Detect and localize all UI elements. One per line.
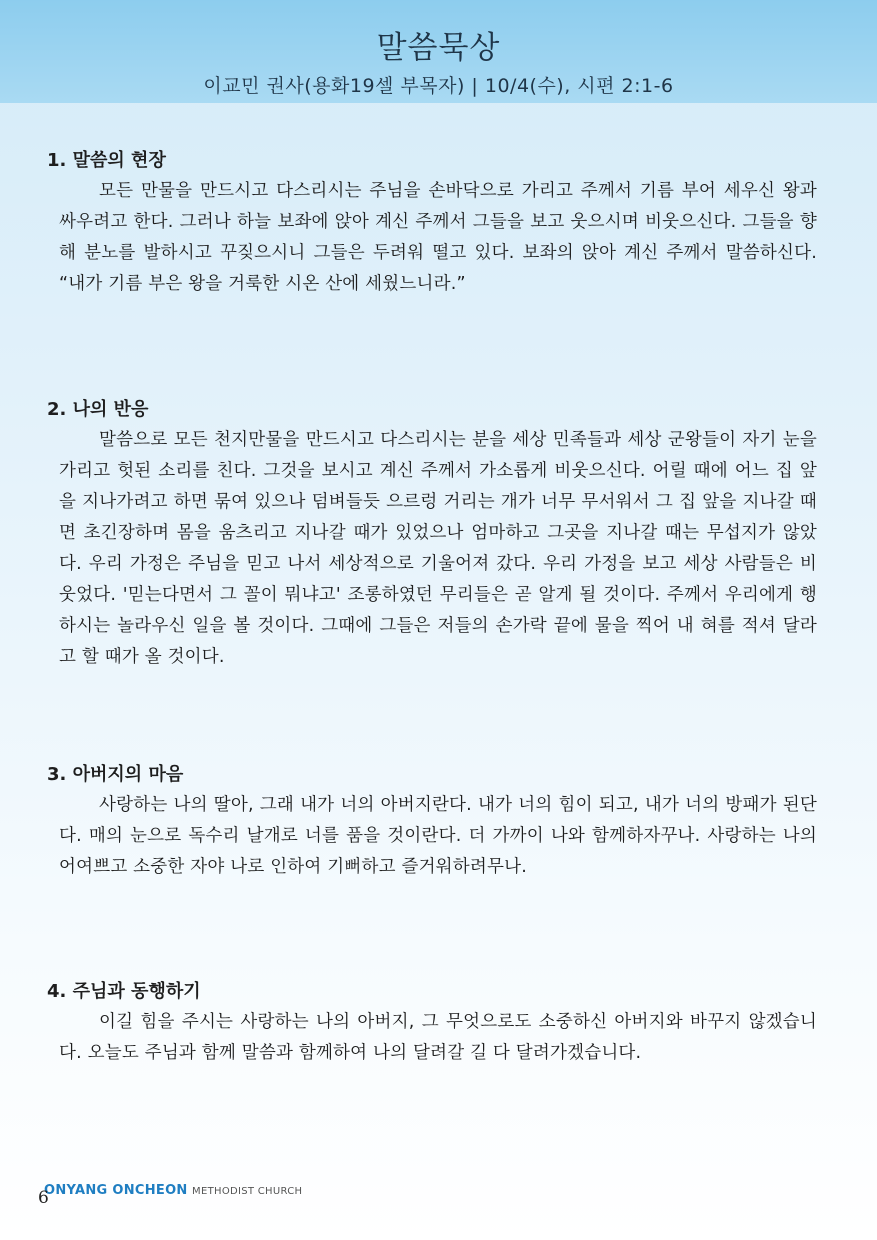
section-title: 3. 아버지의 마음 bbox=[47, 764, 184, 785]
church-brand-name: ONYANG ONCHEON bbox=[44, 1183, 188, 1198]
page-title: 말씀묵상 bbox=[376, 30, 501, 66]
church-brand bbox=[44, 1183, 302, 1198]
section-title: 1. 말씀의 현장 bbox=[47, 150, 166, 171]
section-title: 2. 나의 반응 bbox=[47, 399, 149, 420]
section-1 bbox=[47, 146, 817, 300]
section-body: 사랑하는 나의 딸아, 그래 내가 너의 아버지란다. 내가 너의 힘이 되고, 내가 너의 방패가 된단다. 매의 눈으로 독수리 날개로 너를 품을 것이란다. 더 가까이 나와 함께하자꾸나. 사랑하는 나의 어여쁘고 소중한 자야 나로 인하여 기뻐하고 즐거워하려무나. bbox=[59, 795, 817, 877]
section-3 bbox=[47, 760, 817, 883]
section-title: 4. 주님과 동행하기 bbox=[47, 981, 201, 1002]
section-body: 모든 만물을 만드시고 다스리시는 주님을 손바닥으로 가리고 주께서 기름 부어 세우신 왕과 싸우려고 한다. 그러나 하늘 보좌에 앉아 계신 주께서 그들을 보고 웃으시며 비웃으신다. 그들을 향해 분노를 발하시고 꾸짖으시니 그들은 두려워 떨고 있다. 보좌의 앉아 계신 주께서 말씀하신다. “내가 기름 부은 왕을 거룩한 시온 산에 세웠느니라.” bbox=[59, 181, 817, 294]
section-body: 말씀으로 모든 천지만물을 만드시고 다스리시는 분을 세상 민족들과 세상 군왕들이 자기 눈을 가리고 헛된 소리를 친다. 그것을 보시고 계신 주께서 가소롭게 비웃으신다. 어릴 때에 어느 집 앞을 지나가려고 하면 묶여 있으나 덤벼들듯 으르렁 거리는 개가 너무 무서워서 그 집 앞을 지나갈 때면 초긴장하며 몸을 움츠리고 지나갈 때가 있었으나 엄마하고 그곳을 지나갈 때는 무섭지가 않았다. 우리 가정은 주님을 믿고 나서 세상적으로 기울어져 갔다. 우리 가정을 보고 세상 사람들은 비웃었다. '믿는다면서 그 꼴이 뭐냐고' 조롱하였던 무리들은 곧 알게 될 것이다. 주께서 우리에게 행하시는 놀라우신 일을 볼 것이다. 그때에 그들은 저들의 손가락 끝에 물을 찍어 내 혀를 적셔 달라고 할 때가 올 것이다. bbox=[59, 430, 817, 667]
page-number: 6 bbox=[38, 1188, 49, 1208]
section-4 bbox=[47, 977, 817, 1069]
section-2 bbox=[47, 395, 817, 673]
section-body: 이길 힘을 주시는 사랑하는 나의 아버지, 그 무엇으로도 소중하신 아버지와 바꾸지 않겠습니다. 오늘도 주님과 함께 말씀과 함께하여 나의 달려갈 길 다 달려가겠습니다. bbox=[59, 1012, 817, 1063]
church-brand-sub: METHODIST CHURCH bbox=[192, 1186, 303, 1197]
header-banner bbox=[0, 0, 877, 103]
page-subtitle: 이교민 권사(용화19셀 부목자) | 10/4(수), 시편 2:1-6 bbox=[203, 75, 674, 97]
